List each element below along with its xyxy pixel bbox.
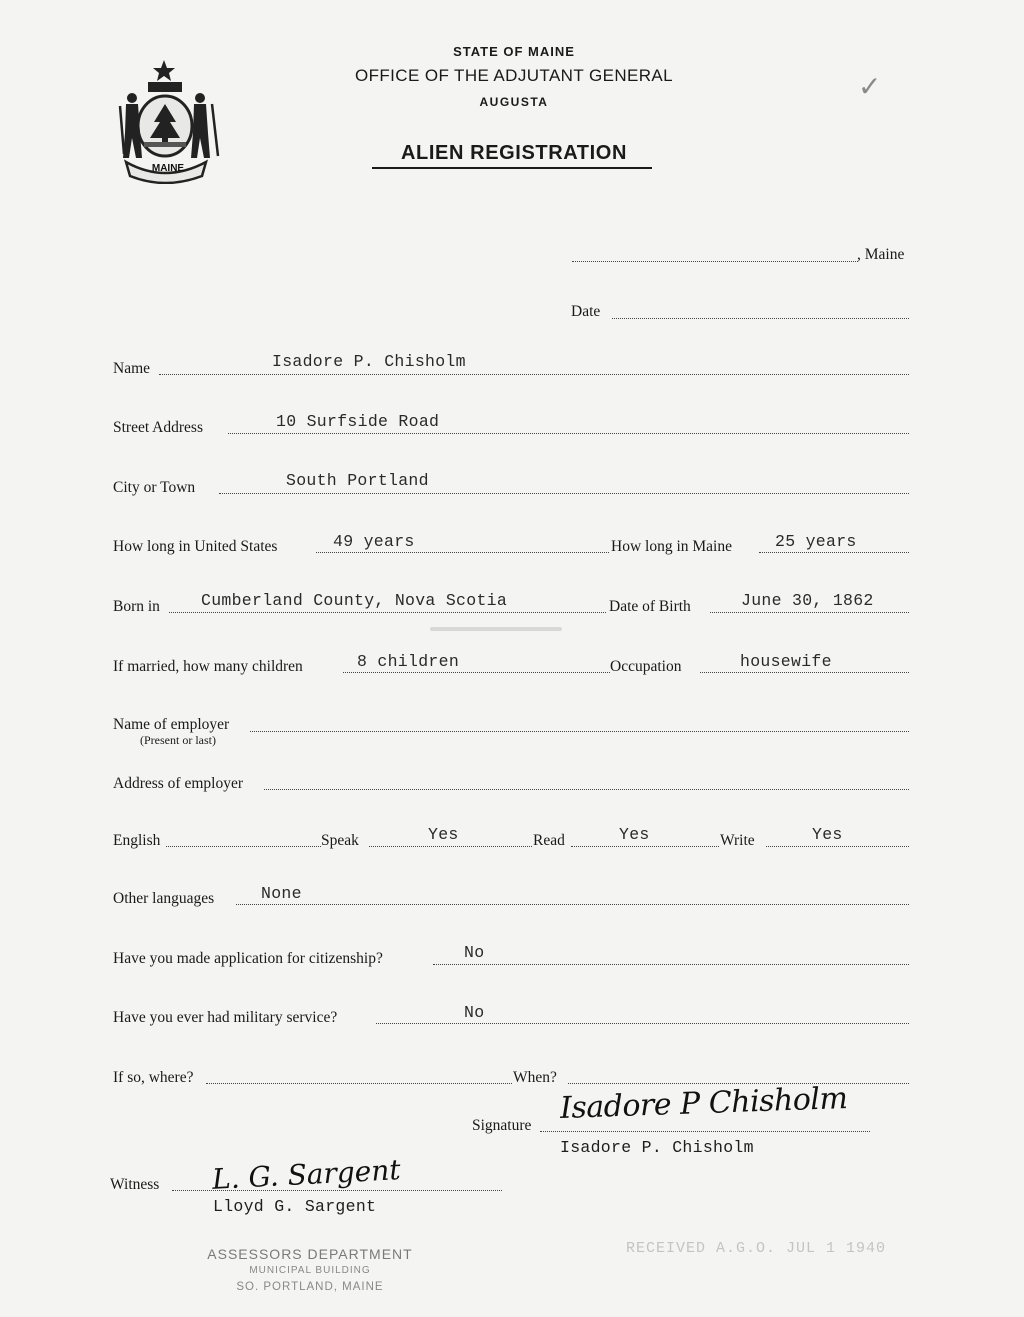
citizenship-field[interactable]: No [464, 943, 485, 962]
citizenship-line [433, 964, 909, 965]
header-city: AUGUSTA [479, 95, 549, 109]
where-label: If so, where? [113, 1069, 194, 1086]
street-line [228, 433, 909, 434]
other-languages-field[interactable]: None [261, 884, 302, 903]
street-label: Street Address [113, 419, 203, 436]
employer-line [250, 731, 909, 732]
write-field[interactable]: Yes [812, 825, 843, 844]
citizenship-label: Have you made application for citizenship? [113, 950, 383, 967]
write-label: Write [720, 832, 755, 849]
how-long-maine-label: How long in Maine [611, 538, 732, 555]
when-label: When? [513, 1069, 557, 1086]
born-in-label: Born in [113, 598, 160, 615]
read-label: Read [533, 832, 565, 849]
title-underline [372, 167, 652, 169]
speak-field[interactable]: Yes [428, 825, 459, 844]
born-in-line [169, 612, 606, 613]
page-title: ALIEN REGISTRATION [401, 142, 627, 164]
dob-label: Date of Birth [609, 598, 691, 615]
witness-handwritten: L. G. Sargent [211, 1153, 402, 1196]
date-label: Date [571, 303, 601, 320]
assessors-stamp-line3: SO. PORTLAND, MAINE [236, 1281, 384, 1293]
header-office: OFFICE OF THE ADJUTANT GENERAL [354, 66, 674, 85]
smudge-mark [430, 627, 562, 631]
witness-typed: Lloyd G. Sargent [213, 1197, 377, 1216]
military-label: Have you ever had military service? [113, 1009, 338, 1026]
name-line [159, 374, 909, 375]
city-label: City or Town [113, 479, 196, 496]
city-field[interactable]: South Portland [286, 471, 429, 490]
name-label: Name [113, 360, 151, 377]
other-languages-line [236, 904, 909, 905]
header-state: STATE OF MAINE [453, 44, 575, 59]
english-line [166, 846, 321, 847]
signature-line [540, 1131, 870, 1132]
check-mark: ✓ [858, 72, 882, 103]
children-label: If married, how many children [113, 658, 303, 675]
seal-banner-text: MAINE [151, 163, 185, 174]
signature-label: Signature [472, 1117, 532, 1134]
dob-line [710, 612, 909, 613]
town-line [572, 261, 858, 262]
signature-typed: Isadore P. Chisholm [560, 1138, 754, 1157]
how-long-maine-line [759, 552, 909, 553]
employer-label: Name of employer [113, 716, 230, 733]
speak-label: Speak [321, 832, 359, 849]
children-field[interactable]: 8 children [357, 652, 460, 671]
signature-handwritten: Isadore P Chisholm [559, 1080, 848, 1127]
how-long-us-label: How long in United States [113, 538, 278, 555]
name-field[interactable]: Isadore P. Chisholm [272, 352, 466, 371]
city-line [219, 493, 909, 494]
date-line [612, 318, 909, 319]
speak-line [369, 846, 532, 847]
occupation-line [700, 672, 909, 673]
maine-state-seal-icon [112, 58, 224, 184]
born-in-field[interactable]: Cumberland County, Nova Scotia [201, 591, 508, 610]
received-stamp: RECEIVED A.G.O. JUL 1 1940 [626, 1240, 887, 1257]
employer-sub-label: (Present or last) [140, 733, 216, 747]
assessors-stamp-line1: ASSESSORS DEPARTMENT [207, 1246, 413, 1262]
read-field[interactable]: Yes [619, 825, 650, 844]
other-languages-label: Other languages [113, 890, 215, 907]
how-long-us-field[interactable]: 49 years [333, 532, 415, 551]
maine-label: , Maine [857, 246, 905, 263]
write-line [766, 846, 909, 847]
english-label: English [113, 832, 161, 849]
employer-address-label: Address of employer [113, 775, 243, 792]
dob-field[interactable]: June 30, 1862 [741, 591, 874, 610]
witness-label: Witness [110, 1176, 160, 1193]
employer-address-line [264, 789, 909, 790]
occupation-label: Occupation [610, 658, 682, 675]
street-field[interactable]: 10 Surfside Road [276, 412, 440, 431]
how-long-maine-field[interactable]: 25 years [775, 532, 857, 551]
assessors-stamp-line2: MUNICIPAL BUILDING [249, 1265, 371, 1276]
occupation-field[interactable]: housewife [740, 652, 832, 671]
military-field[interactable]: No [464, 1003, 485, 1022]
where-line [206, 1083, 512, 1084]
military-line [376, 1023, 909, 1024]
how-long-us-line [316, 552, 609, 553]
children-line [343, 672, 610, 673]
read-line [571, 846, 719, 847]
